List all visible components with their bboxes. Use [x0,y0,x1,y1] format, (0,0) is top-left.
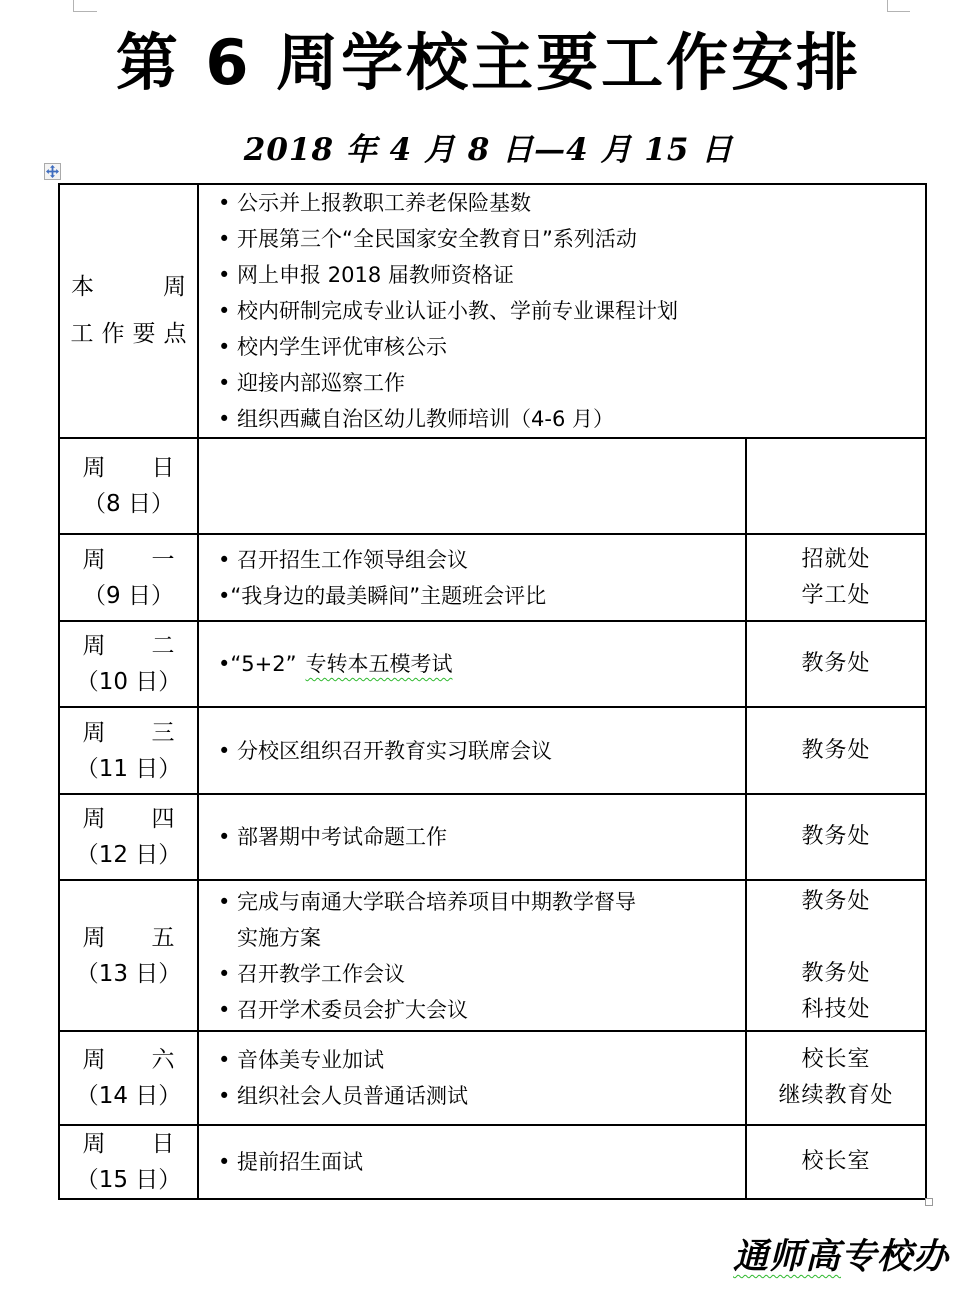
work-item: • 网上申报 2018 届教师资格证 [218,263,514,287]
work-item: • 组织社会人员普通话测试 [218,1084,469,1108]
content-cell [199,439,745,533]
content-cell [199,708,745,793]
day-label: 周 五 [82,924,175,951]
work-item: • 召开招生工作领导组会议 [218,547,469,572]
day-label: （8 日） [83,491,174,517]
work-item: • 部署期中考试命题工作 [218,825,448,849]
move-cross-icon [46,165,59,178]
content-cell [199,795,745,879]
footer-signature [733,1229,949,1279]
day-label: （14 日） [75,1083,182,1109]
day-label: 周 六 [82,1047,175,1073]
table-row-sat-14 [60,1030,925,1124]
day-label: 周 一 [82,546,175,573]
margin-mark-top-left [73,11,97,12]
day-label: 周 日 [82,1131,175,1157]
work-item: • 完成与南通大学联合培养项目中期教学督导 [218,889,637,914]
work-item: • 校内研制完成专业认证小教、学前专业课程计划 [218,299,679,323]
content-cell [199,622,745,706]
work-item: • 迎接内部巡察工作 [218,371,406,395]
dept-cell [745,708,925,793]
day-cell [60,795,199,879]
day-label: 工作要点 [70,321,195,347]
table-row-thu-12 [60,793,925,879]
dept-cell [745,1126,925,1198]
dept-label [747,920,925,956]
day-cell [60,185,199,437]
work-item: • 提前招生面试 [218,1150,364,1174]
spellcheck-underlined-text: 通师高 [733,1236,842,1277]
work-item: • 开展第三个“全民国家安全教育日”系列活动 [218,227,637,251]
day-label: 周 三 [82,719,175,746]
schedule-table [58,183,927,1200]
content-cell [199,881,745,1030]
work-item-continuation: 实施方案 [237,925,321,950]
day-label: （10 日） [75,669,182,695]
work-item: • 召开教学工作会议 [218,961,406,986]
work-item: • 分校区组织召开教育实习联席会议 [218,738,553,763]
table-row-wed-11 [60,706,925,793]
content-cell [199,1032,745,1124]
dept-label: 科技处 [801,996,871,1022]
footer-signature-rest: 专校办 [841,1236,950,1277]
spellcheck-underlined-text: 专转本五模考试 [305,652,453,676]
work-item: • 公示并上报教职工养老保险基数 [218,191,532,215]
day-cell [60,708,199,793]
margin-mark-top-right [887,11,910,12]
dept-label: 校长室 [801,1047,871,1072]
day-cell [60,1126,199,1198]
day-label: （9 日） [83,582,174,609]
dept-label: 校长室 [801,1149,871,1174]
day-cell [60,1032,199,1124]
dept-cell [745,439,925,533]
work-item: • 校内学生评优审核公示 [218,335,448,359]
work-item [218,646,745,682]
dept-label: 教务处 [801,888,871,914]
day-label: （13 日） [75,960,182,987]
dept-label: 学工处 [801,582,871,608]
day-label: （15 日） [75,1167,182,1193]
dept-cell [745,1032,925,1124]
page-title: 第 6 周学校主要工作安排 [115,26,862,99]
day-label: （11 日） [75,755,182,782]
work-item: • 召开学术委员会扩大会议 [218,997,469,1022]
day-label: （12 日） [75,842,182,868]
table-row-sun-8 [60,437,925,533]
content-cell [199,1126,745,1198]
work-item: •“我身边的最美瞬间”主题班会评比 [218,583,547,608]
dept-cell [745,881,925,1030]
table-move-handle[interactable] [44,163,61,180]
dept-cell [745,622,925,706]
day-cell [60,881,199,1030]
table-row-fri-13 [60,879,925,1030]
day-label: 本 周 [71,274,186,300]
dept-label: 继续教育处 [778,1083,894,1108]
work-item: • 音体美专业加试 [218,1048,385,1072]
dept-label: 招就处 [801,546,871,572]
content-cell [199,535,745,620]
table-row-week-keypoints [60,185,925,437]
day-label: 周 四 [82,806,175,832]
day-cell [60,535,199,620]
dept-cell [745,795,925,879]
dept-label: 教务处 [801,651,871,676]
day-cell [60,622,199,706]
work-item: • 组织西藏自治区幼儿教师培训（4-6 月） [218,407,615,431]
dept-cell [745,535,925,620]
table-row-mon-9 [60,533,925,620]
date-range: 2018 年 4 月 8 日—4 月 15 日 [243,132,734,168]
day-label: 周 二 [82,633,175,659]
day-cell [60,439,199,533]
dept-label: 教务处 [801,824,871,849]
table-resize-handle[interactable] [925,1198,933,1206]
table-row-sun-15 [60,1124,925,1198]
table-row-tue-10 [60,620,925,706]
day-label: 周 日 [82,455,175,481]
dept-label: 教务处 [801,960,871,986]
work-item-text: •“5+2” [218,652,297,676]
content-cell [199,185,925,437]
dept-label: 教务处 [801,737,871,763]
